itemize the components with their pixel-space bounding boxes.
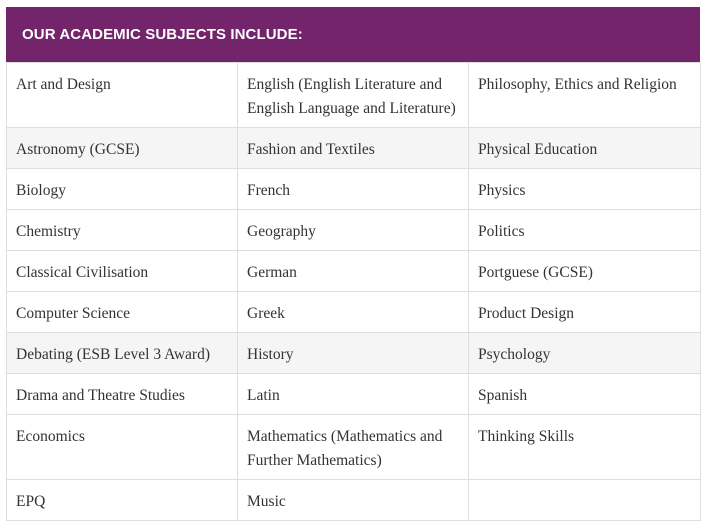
table-row bbox=[7, 333, 701, 374]
table-cell: French bbox=[238, 169, 469, 210]
table-cell: Physics bbox=[469, 169, 701, 210]
table-cell: Physical Education bbox=[469, 128, 701, 169]
table-row bbox=[7, 480, 701, 521]
table-cell: German bbox=[238, 251, 469, 292]
table-cell: Fashion and Textiles bbox=[238, 128, 469, 169]
table-row bbox=[7, 374, 701, 415]
table-cell: Chemistry bbox=[7, 210, 238, 251]
subjects-panel bbox=[6, 7, 700, 521]
table-cell: Art and Design bbox=[7, 63, 238, 128]
table-cell: Psychology bbox=[469, 333, 701, 374]
table-cell: Thinking Skills bbox=[469, 415, 701, 480]
table-cell: Greek bbox=[238, 292, 469, 333]
table-cell: Debating (ESB Level 3 Award) bbox=[7, 333, 238, 374]
table-cell: Classical Civilisation bbox=[7, 251, 238, 292]
subjects-table bbox=[6, 62, 701, 521]
table-cell: Computer Science bbox=[7, 292, 238, 333]
table-cell: Product Design bbox=[469, 292, 701, 333]
table-row bbox=[7, 210, 701, 251]
table-cell: English (English Literature and English Language and Literature) bbox=[238, 63, 469, 128]
table-cell: Philosophy, Ethics and Religion bbox=[469, 63, 701, 128]
header-title: OUR ACADEMIC SUBJECTS INCLUDE: bbox=[22, 26, 303, 43]
table-cell: Portguese (GCSE) bbox=[469, 251, 701, 292]
table-row bbox=[7, 169, 701, 210]
table-row bbox=[7, 292, 701, 333]
table-row bbox=[7, 128, 701, 169]
table-cell: Latin bbox=[238, 374, 469, 415]
table-cell: Economics bbox=[7, 415, 238, 480]
table-cell: Spanish bbox=[469, 374, 701, 415]
table-cell bbox=[469, 480, 701, 521]
table-row bbox=[7, 415, 701, 480]
table-row bbox=[7, 63, 701, 128]
table-cell: Mathematics (Mathematics and Further Mathematics) bbox=[238, 415, 469, 480]
table-cell: Drama and Theatre Studies bbox=[7, 374, 238, 415]
table-cell: History bbox=[238, 333, 469, 374]
table-cell: EPQ bbox=[7, 480, 238, 521]
table-cell: Music bbox=[238, 480, 469, 521]
table-cell: Biology bbox=[7, 169, 238, 210]
table-cell: Astronomy (GCSE) bbox=[7, 128, 238, 169]
table-header bbox=[6, 7, 700, 62]
table-cell: Geography bbox=[238, 210, 469, 251]
table-cell: Politics bbox=[469, 210, 701, 251]
table-row bbox=[7, 251, 701, 292]
